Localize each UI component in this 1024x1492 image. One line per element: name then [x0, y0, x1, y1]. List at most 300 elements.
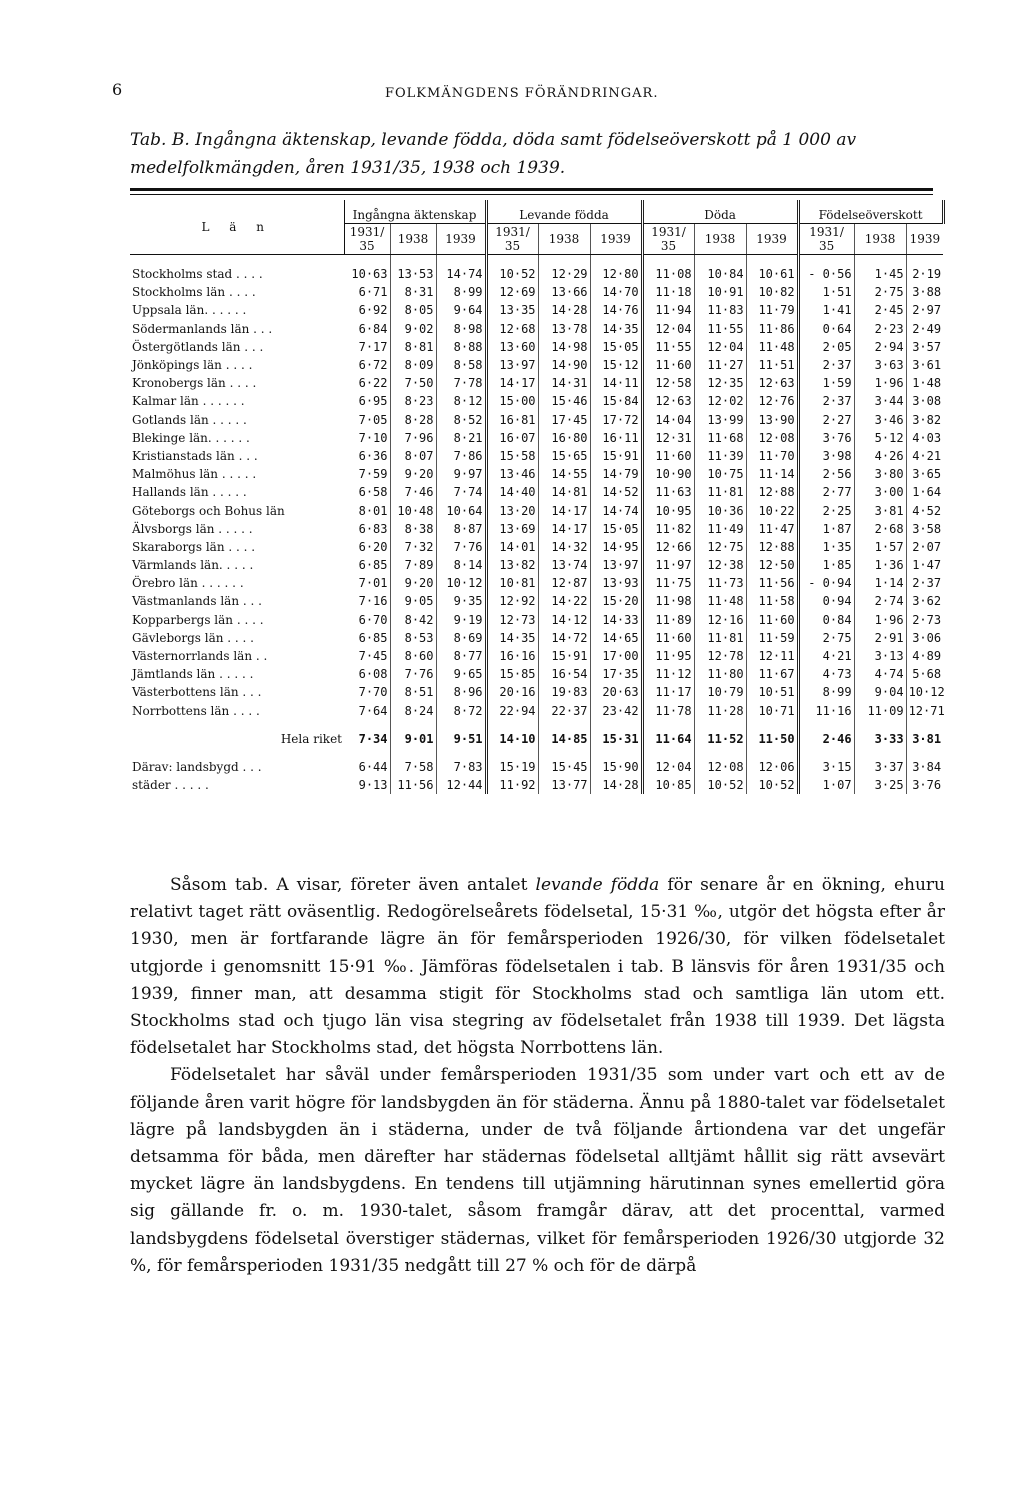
value-cell: 8·28 — [390, 411, 436, 429]
value-cell: 11·12 — [642, 665, 694, 683]
value-cell: 15·45 — [538, 758, 590, 776]
value-cell: 11·94 — [642, 301, 694, 319]
value-cell: 14·74 — [590, 501, 642, 519]
value-cell: 7·17 — [344, 338, 390, 356]
value-cell: 13·66 — [538, 283, 590, 301]
value-cell: 17·00 — [590, 647, 642, 665]
value-cell: 13·78 — [538, 320, 590, 338]
value-cell: 3·37 — [854, 758, 906, 776]
value-cell: 2·05 — [798, 338, 854, 356]
value-cell: 3·58 — [912, 521, 942, 536]
running-head: FOLKMÄNGDENS FÖRÄNDRINGAR. — [385, 86, 659, 101]
value-cell: 3·63 — [854, 356, 906, 374]
value-cell: 10·95 — [642, 501, 694, 519]
value-cell: 11·28 — [694, 702, 746, 720]
value-cell: 11·51 — [746, 356, 798, 374]
value-cell: 12·75 — [694, 538, 746, 556]
value-cell: 3·15 — [798, 758, 854, 776]
value-cell: 9·35 — [436, 592, 486, 610]
value-cell: 8·98 — [436, 320, 486, 338]
value-cell: 9·13 — [344, 776, 390, 794]
value-cell: 4·52 — [912, 503, 942, 518]
value-cell: 6·84 — [344, 320, 390, 338]
value-cell: 11·49 — [694, 520, 746, 538]
value-cell: 15·65 — [538, 447, 590, 465]
table-row — [130, 320, 943, 338]
emphasis-text: levande födda — [535, 875, 660, 895]
value-cell: 2·46 — [798, 730, 854, 748]
value-cell: 15·46 — [538, 392, 590, 410]
value-cell: 14·22 — [538, 592, 590, 610]
statistics-table — [130, 200, 945, 794]
value-cell: 11·58 — [746, 592, 798, 610]
value-cell: 11·56 — [390, 776, 436, 794]
value-cell: 20·16 — [486, 683, 538, 701]
value-cell: 12·87 — [538, 574, 590, 592]
value-cell: 11·64 — [642, 730, 694, 748]
value-cell: 8·42 — [390, 611, 436, 629]
value-cell: 6·22 — [344, 374, 390, 392]
value-cell: 13·93 — [590, 574, 642, 592]
value-cell: 3·44 — [854, 392, 906, 410]
value-cell: 6·08 — [344, 665, 390, 683]
value-cell: 2·91 — [854, 629, 906, 647]
value-cell: 14·70 — [590, 283, 642, 301]
value-cell: 8·38 — [390, 520, 436, 538]
value-cell: 10·12 — [436, 574, 486, 592]
value-cell: 15·91 — [590, 447, 642, 465]
value-cell: 22·37 — [538, 702, 590, 720]
value-cell: 9·04 — [854, 683, 906, 701]
value-cell: 3·80 — [854, 465, 906, 483]
year-header: 1931/ 35 — [344, 224, 390, 255]
value-cell: 11·08 — [642, 265, 694, 283]
table-row — [130, 665, 943, 683]
value-cell: 3·13 — [854, 647, 906, 665]
value-cell: 10·22 — [746, 501, 798, 519]
table-row — [130, 611, 943, 629]
value-cell: 11·52 — [694, 730, 746, 748]
table-row — [130, 629, 943, 647]
value-cell: 11·83 — [694, 301, 746, 319]
value-cell: 14·85 — [538, 730, 590, 748]
value-cell: 7·05 — [344, 411, 390, 429]
value-cell: 4·73 — [798, 665, 854, 683]
value-cell: 6·70 — [344, 611, 390, 629]
value-cell: 14·35 — [590, 320, 642, 338]
lan-name: Stockholms stad . . . . — [132, 267, 263, 282]
lan-name: Stockholms län . . . . — [132, 285, 256, 300]
paragraph: Födelsetalet har såväl under femårsperioden 1931/35 som under vart och ett av de följande åren varit högre för landsbygden än för städerna. Ännu på 1880-talet var födelsetalet lägre på landsbygden än i städerna, under de två följande årtiondena var det ungefär detsamma för båda, men därefter har städernas födelsetal alltjämt hållit sig rätt avsevärt mycket lägre än landsbygdens. En tendens till utjämning härutinnan synes emellertid göra sig gällande fr. o. m. 1930-talet, såsom framgår därav, att det procenttal, varmed landsbygdens födelsetal överstiger städernas, vilket för femårsperioden 1926/30 utgjorde 32 %, för femårsperioden 1931/35 nedgått till 27 % och för de därpå — [130, 1065, 945, 1276]
value-cell: 8·52 — [436, 411, 486, 429]
value-cell: 13·60 — [486, 338, 538, 356]
value-cell: 8·53 — [390, 629, 436, 647]
lan-name: Gotlands län . . . . . — [132, 412, 247, 427]
value-cell: 16·07 — [486, 429, 538, 447]
value-cell: 14·17 — [538, 520, 590, 538]
value-cell: 8·09 — [390, 356, 436, 374]
value-cell: 9·19 — [436, 611, 486, 629]
lan-name: Därav: landsbygd . . . — [132, 759, 262, 774]
value-cell: 15·00 — [486, 392, 538, 410]
value-cell: 10·52 — [486, 265, 538, 283]
value-cell: 7·46 — [390, 483, 436, 501]
value-cell: 0·84 — [798, 611, 854, 629]
value-cell: 11·55 — [694, 320, 746, 338]
value-cell: 12·71 — [908, 703, 945, 718]
value-cell: 7·64 — [344, 702, 390, 720]
value-cell: 14·17 — [538, 501, 590, 519]
value-cell: 8·69 — [436, 629, 486, 647]
value-cell: 1·36 — [854, 556, 906, 574]
value-cell: 3·57 — [912, 339, 942, 354]
value-cell: 8·88 — [436, 338, 486, 356]
value-cell: 9·97 — [436, 465, 486, 483]
lan-name: Hela riket — [280, 731, 342, 746]
value-cell: 15·05 — [590, 520, 642, 538]
value-cell: 10·85 — [642, 776, 694, 794]
value-cell: 15·58 — [486, 447, 538, 465]
value-cell: 7·59 — [344, 465, 390, 483]
value-cell: 13·97 — [590, 556, 642, 574]
value-cell: 14·33 — [590, 611, 642, 629]
value-cell: 9·20 — [390, 465, 436, 483]
value-cell: 14·65 — [590, 629, 642, 647]
value-cell: 3·76 — [912, 778, 942, 793]
lan-name: Norrbottens län . . . . — [132, 703, 260, 718]
value-cell: 2·25 — [798, 501, 854, 519]
value-cell: 11·82 — [642, 520, 694, 538]
value-cell: 15·20 — [590, 592, 642, 610]
value-cell: 14·04 — [642, 411, 694, 429]
lan-name: Jönköpings län . . . . — [132, 358, 253, 373]
value-cell: 2·37 — [912, 576, 942, 591]
year-header: 1939 — [436, 224, 486, 255]
year-header: 1939 — [746, 224, 798, 255]
lan-name: Malmöhus län . . . . . — [132, 467, 257, 482]
value-cell: 10·52 — [746, 776, 798, 794]
value-cell: 22·94 — [486, 702, 538, 720]
value-cell: 7·78 — [436, 374, 486, 392]
value-cell: 2·73 — [912, 612, 942, 627]
value-cell: 9·20 — [390, 574, 436, 592]
lan-name: Södermanlands län . . . — [132, 321, 273, 336]
value-cell: 8·14 — [436, 556, 486, 574]
value-cell: 6·36 — [344, 447, 390, 465]
table-caption: Ingångna äktenskap, levande födda, döda samt födelseöverskott på 1 000 av medelfolkmängden, åren 1931/35, 1938 och 1939. — [130, 130, 857, 178]
value-cell: 10·90 — [642, 465, 694, 483]
value-cell: 16·11 — [590, 429, 642, 447]
value-cell: 14·76 — [590, 301, 642, 319]
value-cell: 2·75 — [854, 283, 906, 301]
value-cell: 14·28 — [538, 301, 590, 319]
paragraph-text: Såsom tab. A visar, företer även antalet — [170, 875, 536, 895]
spacer-row — [130, 255, 943, 266]
value-cell: 8·99 — [436, 283, 486, 301]
value-cell: 6·95 — [344, 392, 390, 410]
value-cell: 12·63 — [746, 374, 798, 392]
table-row — [130, 501, 943, 519]
top-rule — [130, 188, 933, 191]
value-cell: 7·32 — [390, 538, 436, 556]
value-cell: 9·64 — [436, 301, 486, 319]
lan-name: Jämtlands län . . . . . — [132, 667, 254, 682]
value-cell: 10·84 — [694, 265, 746, 283]
value-cell: 12·80 — [590, 265, 642, 283]
value-cell: 16·54 — [538, 665, 590, 683]
value-cell: 14·17 — [486, 374, 538, 392]
value-cell: 11·60 — [746, 611, 798, 629]
value-cell: 1·59 — [798, 374, 854, 392]
value-cell: 4·89 — [912, 649, 942, 664]
value-cell: 11·60 — [642, 447, 694, 465]
value-cell: 20·63 — [590, 683, 642, 701]
value-cell: 7·50 — [390, 374, 436, 392]
year-header: 1931/ 35 — [642, 224, 694, 255]
spacer-row — [130, 720, 943, 730]
table-row — [130, 538, 943, 556]
value-cell: 9·51 — [436, 730, 486, 748]
value-cell: 8·77 — [436, 647, 486, 665]
value-cell: 12·11 — [746, 647, 798, 665]
value-cell: 15·85 — [486, 665, 538, 683]
value-cell: 2·37 — [798, 392, 854, 410]
value-cell: 3·62 — [912, 594, 942, 609]
value-cell: 12·76 — [746, 392, 798, 410]
value-cell: 6·58 — [344, 483, 390, 501]
value-cell: 1·35 — [798, 538, 854, 556]
lan-name: Hallands län . . . . . — [132, 485, 247, 500]
value-cell: 14·11 — [590, 374, 642, 392]
lan-name: Örebro län . . . . . . — [132, 576, 244, 591]
value-cell: 11·48 — [694, 592, 746, 610]
lan-name: Kristianstads län . . . — [132, 448, 258, 463]
value-cell: 14·28 — [590, 776, 642, 794]
value-cell: 14·79 — [590, 465, 642, 483]
value-cell: 10·12 — [908, 685, 945, 700]
value-cell: 5·68 — [912, 667, 942, 682]
value-cell: 14·52 — [590, 483, 642, 501]
value-cell: 13·82 — [486, 556, 538, 574]
value-cell: 3·88 — [912, 285, 942, 300]
value-cell: 17·35 — [590, 665, 642, 683]
lan-name: Östergötlands län . . . — [132, 339, 264, 354]
table-row — [130, 465, 943, 483]
value-cell: 13·77 — [538, 776, 590, 794]
group-header-deaths: Döda — [642, 200, 798, 224]
value-cell: 3·76 — [798, 429, 854, 447]
value-cell: 11·59 — [746, 629, 798, 647]
value-cell: 4·03 — [912, 430, 942, 445]
value-cell: 13·69 — [486, 520, 538, 538]
value-cell: 12·88 — [746, 483, 798, 501]
value-cell: 8·23 — [390, 392, 436, 410]
value-cell: 12·73 — [486, 611, 538, 629]
value-cell: 11·92 — [486, 776, 538, 794]
value-cell: 11·63 — [642, 483, 694, 501]
value-cell: 12·69 — [486, 283, 538, 301]
table-body — [130, 255, 943, 795]
value-cell: 1·96 — [854, 374, 906, 392]
value-cell: 14·31 — [538, 374, 590, 392]
value-cell: 11·80 — [694, 665, 746, 683]
value-cell: 14·12 — [538, 611, 590, 629]
value-cell: 1·45 — [854, 265, 906, 283]
value-cell: 11·27 — [694, 356, 746, 374]
value-cell: 15·91 — [538, 647, 590, 665]
value-cell: 15·90 — [590, 758, 642, 776]
value-cell: 2·68 — [854, 520, 906, 538]
value-cell: 6·20 — [344, 538, 390, 556]
value-cell: 11·75 — [642, 574, 694, 592]
value-cell: 2·94 — [854, 338, 906, 356]
top-rule-thin — [130, 194, 933, 195]
value-cell: 11·14 — [746, 465, 798, 483]
value-cell: 3·98 — [798, 447, 854, 465]
value-cell: 16·80 — [538, 429, 590, 447]
value-cell: 12·50 — [746, 556, 798, 574]
value-cell: 8·51 — [390, 683, 436, 701]
year-header: 1938 — [390, 224, 436, 255]
value-cell: 10·79 — [694, 683, 746, 701]
page-number: 6 — [112, 80, 123, 99]
value-cell: 1·48 — [912, 376, 942, 391]
value-cell: 7·45 — [344, 647, 390, 665]
group-header-marriages: Ingångna äktenskap — [344, 200, 486, 224]
value-cell: 9·65 — [436, 665, 486, 683]
value-cell: 10·82 — [746, 283, 798, 301]
value-cell: 4·74 — [854, 665, 906, 683]
value-cell: 5·12 — [854, 429, 906, 447]
value-cell: 15·31 — [590, 730, 642, 748]
lan-name: Värmlands län. . . . . — [132, 558, 254, 573]
value-cell: 3·61 — [912, 358, 942, 373]
value-cell: 11·68 — [694, 429, 746, 447]
value-cell: 23·42 — [590, 702, 642, 720]
value-cell: 13·99 — [694, 411, 746, 429]
value-cell: 1·96 — [854, 611, 906, 629]
value-cell: 2·56 — [798, 465, 854, 483]
value-cell: 11·09 — [854, 702, 906, 720]
value-cell: 11·55 — [642, 338, 694, 356]
value-cell: 7·10 — [344, 429, 390, 447]
value-cell: 7·83 — [436, 758, 486, 776]
value-cell: 8·21 — [436, 429, 486, 447]
spacer-row — [130, 748, 943, 758]
value-cell: 12·68 — [486, 320, 538, 338]
lan-name: Gävleborgs län . . . . — [132, 630, 254, 645]
value-cell: 7·76 — [436, 538, 486, 556]
lan-name: Västmanlands län . . . — [132, 594, 262, 609]
lan-column-header: L ä n — [130, 200, 344, 255]
value-cell: 13·46 — [486, 465, 538, 483]
value-cell: 10·63 — [344, 265, 390, 283]
value-cell: 10·52 — [694, 776, 746, 794]
value-cell: 12·08 — [694, 758, 746, 776]
value-cell: 11·56 — [746, 574, 798, 592]
value-cell: 14·35 — [486, 629, 538, 647]
lan-name: Göteborgs och Bohus län — [132, 503, 285, 518]
lan-name: Älvsborgs län . . . . . — [132, 521, 253, 536]
value-cell: 12·92 — [486, 592, 538, 610]
value-cell: 17·45 — [538, 411, 590, 429]
value-cell: 2·74 — [854, 592, 906, 610]
value-cell: 14·90 — [538, 356, 590, 374]
value-cell: 14·55 — [538, 465, 590, 483]
table-row — [130, 283, 943, 301]
value-cell: 1·41 — [798, 301, 854, 319]
table-row — [130, 776, 943, 794]
value-cell: 13·35 — [486, 301, 538, 319]
table-row — [130, 411, 943, 429]
value-cell: 12·66 — [642, 538, 694, 556]
value-cell: 14·40 — [486, 483, 538, 501]
value-cell: 11·95 — [642, 647, 694, 665]
value-cell: 8·72 — [436, 702, 486, 720]
value-cell: 3·82 — [912, 412, 942, 427]
value-cell: 12·78 — [694, 647, 746, 665]
value-cell: 1·87 — [798, 520, 854, 538]
value-cell: 4·26 — [854, 447, 906, 465]
value-cell: 14·10 — [486, 730, 538, 748]
table-row — [130, 265, 943, 283]
value-cell: 14·72 — [538, 629, 590, 647]
value-cell: 6·85 — [344, 629, 390, 647]
value-cell: 11·70 — [746, 447, 798, 465]
year-header: 1931/ 35 — [486, 224, 538, 255]
year-header: 1931/ 35 — [798, 224, 854, 255]
value-cell: 12·38 — [694, 556, 746, 574]
value-cell: 12·88 — [746, 538, 798, 556]
value-cell: 12·29 — [538, 265, 590, 283]
table-row — [130, 429, 943, 447]
value-cell: 8·12 — [436, 392, 486, 410]
year-header: 1939 — [590, 224, 642, 255]
value-cell: 13·20 — [486, 501, 538, 519]
value-cell: 11·89 — [642, 611, 694, 629]
table-row — [130, 374, 943, 392]
table-row — [130, 556, 943, 574]
value-cell: 1·85 — [798, 556, 854, 574]
value-cell: 15·12 — [590, 356, 642, 374]
year-header: 1938 — [694, 224, 746, 255]
table-title — [130, 126, 950, 182]
value-cell: 1·14 — [854, 574, 906, 592]
value-cell: 2·75 — [798, 629, 854, 647]
value-cell: 12·16 — [694, 611, 746, 629]
group-header-row — [130, 200, 943, 224]
value-cell: 14·95 — [590, 538, 642, 556]
value-cell: 8·58 — [436, 356, 486, 374]
value-cell: 10·81 — [486, 574, 538, 592]
value-cell: 2·27 — [798, 411, 854, 429]
value-cell: 8·05 — [390, 301, 436, 319]
lan-name: Kalmar län . . . . . . — [132, 394, 245, 409]
value-cell: 11·73 — [694, 574, 746, 592]
value-cell: 8·24 — [390, 702, 436, 720]
value-cell: 7·74 — [436, 483, 486, 501]
value-cell: 10·48 — [390, 501, 436, 519]
value-cell: 11·47 — [746, 520, 798, 538]
value-cell: 1·57 — [854, 538, 906, 556]
value-cell: 6·71 — [344, 283, 390, 301]
value-cell: 7·34 — [344, 730, 390, 748]
value-cell: 15·84 — [590, 392, 642, 410]
table-label: Tab. B. — [130, 130, 190, 150]
value-cell: 0·94 — [798, 592, 854, 610]
value-cell: 13·74 — [538, 556, 590, 574]
value-cell: 12·58 — [642, 374, 694, 392]
